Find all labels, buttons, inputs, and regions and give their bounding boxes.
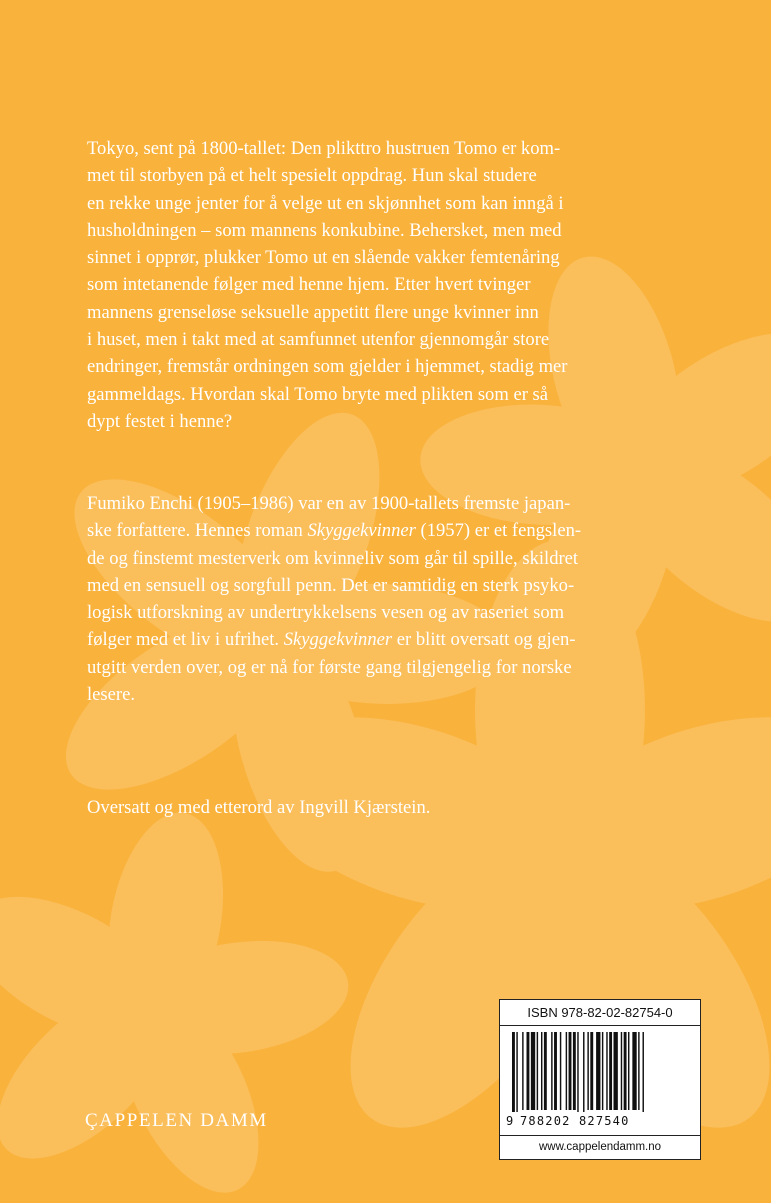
blurb-paragraph bbox=[87, 135, 697, 435]
author-line: utgitt verden over, og er nå for første gang tilgjengelig for norske bbox=[87, 656, 572, 678]
barcode-bar bbox=[628, 1032, 629, 1110]
barcode-bar bbox=[614, 1032, 618, 1110]
barcode-bar bbox=[512, 1032, 515, 1112]
barcode-bar bbox=[551, 1032, 552, 1110]
barcode-first-digit: 9 bbox=[506, 1114, 514, 1128]
author-line: logisk utforskning av undertrykkelsens vesen og av raseriet som bbox=[87, 602, 565, 624]
isbn-barcode-box bbox=[499, 999, 701, 1160]
author-line bbox=[87, 626, 697, 653]
author-line: med en sensuell og sorgfull penn. Det er samtidig en sterk psyko- bbox=[87, 574, 575, 596]
barcode-bar bbox=[596, 1032, 600, 1110]
author-line: Fumiko Enchi (1905–1986) var en av 1900-tallets fremste japan- bbox=[87, 493, 571, 514]
barcode-bar bbox=[560, 1032, 561, 1110]
blurb-line: som intetanende følger med henne hjem. Etter hvert tvinger bbox=[87, 274, 531, 296]
barcode-bar bbox=[621, 1032, 622, 1110]
blurb-line: endringer, fremstår ordningen som gjelder i hjemmet, stadig mer bbox=[87, 356, 568, 378]
author-text: er blitt oversatt og gjen- bbox=[392, 629, 576, 651]
blurb-line: Tokyo, sent på 1800-tallet: Den plikttro hustruen Tomo er kom- bbox=[87, 138, 561, 159]
author-paragraph bbox=[87, 490, 697, 708]
barcode-bar bbox=[527, 1032, 530, 1110]
translator-line: Oversatt og med etterord av Ingvill Kjærstein. bbox=[87, 797, 431, 818]
barcode-bar bbox=[590, 1032, 593, 1110]
barcode-bar bbox=[624, 1032, 627, 1110]
barcode-bar bbox=[602, 1032, 603, 1110]
barcode-bar bbox=[516, 1032, 517, 1112]
barcode-bar bbox=[541, 1032, 542, 1110]
isbn-label: ISBN 978-82-02-82754-0 bbox=[500, 1000, 700, 1026]
barcode-bar bbox=[522, 1032, 523, 1110]
author-line bbox=[87, 517, 697, 544]
barcode-bars bbox=[508, 1032, 694, 1112]
blurb-line: gammeldags. Hvordan skal Tomo bryte med plikten som er så bbox=[87, 383, 549, 405]
barcode-bar bbox=[544, 1032, 547, 1110]
blurb-line: husholdningen – som mannens konkubine. Behersket, men med bbox=[87, 219, 562, 241]
barcode-bar bbox=[573, 1032, 576, 1110]
barcode-bar bbox=[606, 1032, 607, 1110]
blurb-line: met til storbyen på et helt spesielt oppdrag. Hun skal studere bbox=[87, 165, 537, 187]
barcode-bar bbox=[537, 1032, 538, 1110]
book-title-italic: Skyggekvinner bbox=[307, 520, 416, 542]
barcode-bar bbox=[577, 1032, 578, 1112]
publisher-logo: ÇAPPELEN DAMM bbox=[85, 1110, 268, 1131]
blurb-line: i huset, men i takt med at samfunnet utenfor gjennomgår store bbox=[87, 329, 550, 351]
barcode-bar bbox=[569, 1032, 572, 1110]
book-title-italic: Skyggekvinner bbox=[283, 629, 393, 651]
publisher-url: www.cappelendamm.no bbox=[500, 1135, 700, 1159]
author-line: de og finstemt mesterverk om kvinneliv som går til spille, skildret bbox=[87, 547, 579, 569]
barcode-bar bbox=[566, 1032, 567, 1110]
author-text: følger med et liv i ufrihet. bbox=[87, 629, 284, 651]
author-text: ske forfattere. Hennes roman bbox=[87, 520, 308, 542]
barcode-bar bbox=[531, 1032, 535, 1110]
barcode-bar bbox=[643, 1032, 644, 1112]
blurb-line: dypt festet i henne? bbox=[87, 410, 233, 432]
barcode-bar bbox=[587, 1032, 588, 1110]
author-text: (1957) er et fengslen- bbox=[415, 520, 582, 542]
barcode-bar bbox=[554, 1032, 557, 1110]
barcode-bar bbox=[609, 1032, 612, 1110]
author-line: lesere. bbox=[87, 684, 136, 706]
blurb-line: mannens grenseløse seksuelle appetitt flere unge kvinner inn bbox=[87, 301, 539, 323]
barcode-bar bbox=[632, 1032, 636, 1110]
barcode-digits: 788202 827540 bbox=[520, 1114, 630, 1128]
barcode-bar bbox=[583, 1032, 584, 1112]
blurb-line: en rekke unge jenter for å velge ut en skjønnhet som kan inngå i bbox=[87, 192, 564, 214]
barcode-bar bbox=[638, 1032, 639, 1110]
translator-credit bbox=[87, 794, 697, 821]
blurb-line: sinnet i opprør, plukker Tomo ut en slående vakker femtenåring bbox=[87, 247, 560, 269]
